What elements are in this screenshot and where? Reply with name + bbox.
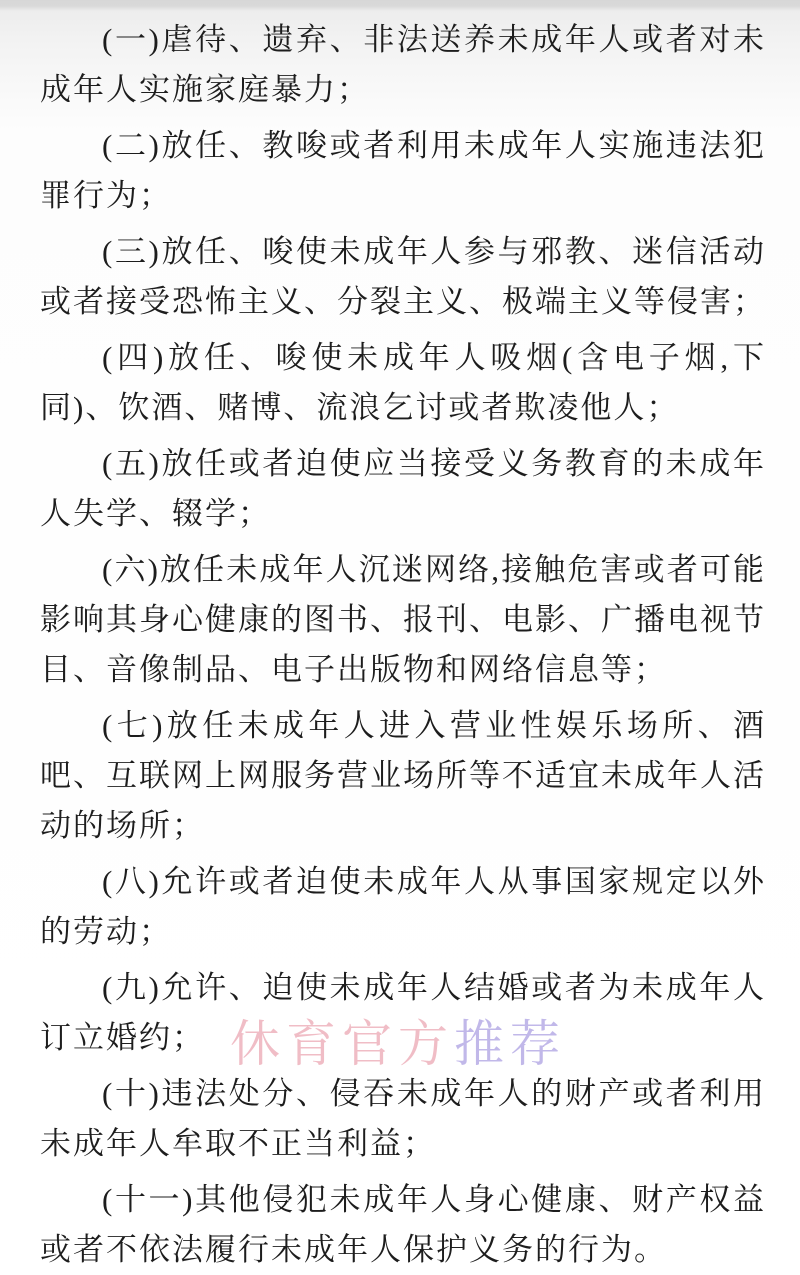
watermark-segment-purple: 推荐 (454, 1016, 566, 1072)
legal-clause-2: (二)放任、教唆或者利用未成年人实施违法犯罪行为； (40, 128, 766, 213)
legal-clause-9: (九)允许、迫使未成年人结婚或者为未成年人订立婚约； (40, 970, 766, 1055)
legal-clause-5: (五)放任或者迫使应当接受义务教育的未成年人失学、辍学； (40, 446, 766, 531)
watermark-segment-pink: 休育官方 (230, 1016, 454, 1072)
legal-clause-6: (六)放任未成年人沉迷网络,接触危害或者可能影响其身心健康的图书、报刊、电影、广播电视节目、音像制品、电子出版物和网络信息等； (40, 552, 766, 687)
legal-clause-1: (一)虐待、遗弃、非法送养未成年人或者对未成年人实施家庭暴力； (40, 22, 766, 107)
legal-clause-8: (八)允许或者迫使未成年人从事国家规定以外的劳动； (40, 864, 766, 949)
legal-clause-3: (三)放任、唆使未成年人参与邪教、迷信活动或者接受恐怖主义、分裂主义、极端主义等侵害； (40, 234, 766, 319)
legal-clause-4: (四)放任、唆使未成年人吸烟(含电子烟,下同)、饮酒、赌博、流浪乞讨或者欺凌他人； (40, 340, 766, 425)
legal-clause-10: (十)违法处分、侵吞未成年人的财产或者利用未成年人牟取不正当利益； (40, 1076, 766, 1161)
legal-clause-7: (七)放任未成年人进入营业性娱乐场所、酒吧、互联网上网服务营业场所等不适宜未成年人活动的场所； (40, 708, 766, 843)
legal-clause-11: (十一)其他侵犯未成年人身心健康、财产权益或者不依法履行未成年人保护义务的行为。 (40, 1182, 766, 1267)
